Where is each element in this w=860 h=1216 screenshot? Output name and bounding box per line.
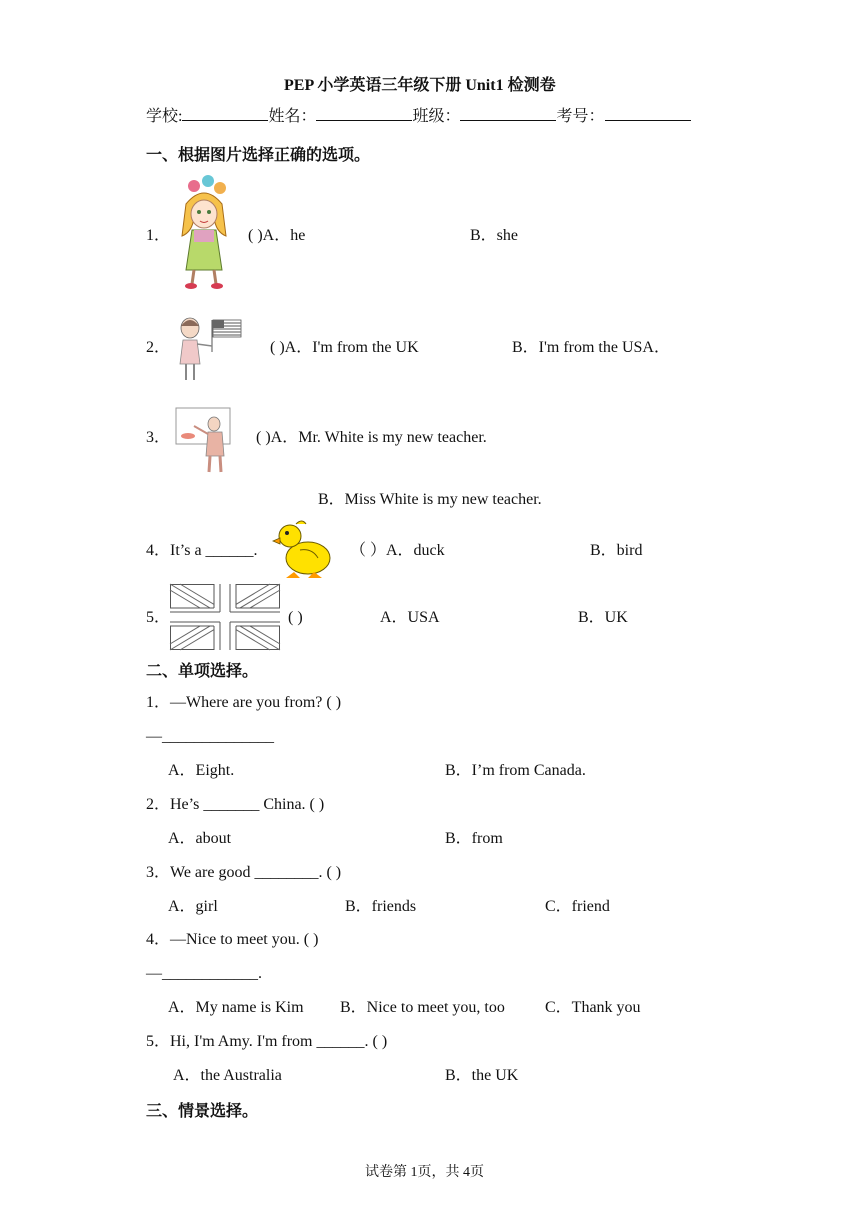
s2-q2-option-b[interactable]: B．from xyxy=(445,830,503,847)
s2-q3-option-c[interactable]: C．friend xyxy=(545,898,610,915)
s1-q1-number: 1． xyxy=(146,227,171,244)
s1-q2-answer-a[interactable]: ( )A．I'm from the UK xyxy=(270,339,419,356)
s1-q1-answer-a[interactable]: ( )A．he xyxy=(248,227,306,244)
exam-no-label: 考号： xyxy=(556,108,605,125)
s1-q5-number: 5． xyxy=(146,609,171,626)
section2-heading: 二、单项选择。 xyxy=(146,663,259,680)
s1-q2-answer-b[interactable]: B．I'm from the USA． xyxy=(512,339,670,356)
duck-picture xyxy=(272,516,334,582)
s2-q5-stem: 5．Hi, I'm Amy. I'm from ______. ( ) xyxy=(146,1033,388,1050)
class-blank[interactable] xyxy=(460,106,556,121)
s2-q4-option-b[interactable]: B．Nice to meet you, too xyxy=(340,999,505,1016)
s1-q5-answer-a[interactable]: A．USA xyxy=(380,609,440,626)
s1-q3-answer-b[interactable]: B．Miss White is my new teacher. xyxy=(318,491,542,508)
s1-q4-answer-b[interactable]: B．bird xyxy=(590,542,643,559)
s2-q4-option-c[interactable]: C．Thank you xyxy=(545,999,641,1016)
s1-q4-answer-a[interactable]: （ ）A．duck xyxy=(350,542,445,559)
s1-q5-paren[interactable]: ( ) xyxy=(288,609,303,626)
s2-q4-option-a[interactable]: A．My name is Kim xyxy=(168,999,304,1016)
name-blank[interactable] xyxy=(316,106,412,121)
page-title: PEP 小学英语三年级下册 Unit1 检测卷 xyxy=(284,77,556,94)
s1-q3-number: 3． xyxy=(146,429,171,446)
s1-q1-answer-b[interactable]: B．she xyxy=(470,227,519,244)
s2-q1-option-b[interactable]: B．I’m from Canada. xyxy=(445,762,586,779)
girl-with-usa-flag-picture xyxy=(174,312,244,386)
uk-flag-picture xyxy=(170,584,280,650)
s2-q1-answer-line: —______________ xyxy=(146,728,274,745)
name-label: 姓名： xyxy=(268,108,317,125)
s2-q3-stem: 3．We are good ________. ( ) xyxy=(146,864,342,881)
class-label: 班级： xyxy=(412,108,461,125)
exam-no-blank[interactable] xyxy=(605,106,691,121)
school-label: 学校: xyxy=(146,108,183,125)
s2-q1-option-a[interactable]: A．Eight. xyxy=(168,762,235,779)
s2-q4-answer-line: —____________. xyxy=(146,965,262,982)
section3-heading: 三、情景选择。 xyxy=(146,1103,259,1120)
s2-q2-stem: 2．He’s _______ China. ( ) xyxy=(146,796,325,813)
s2-q1-stem: 1．—Where are you from? ( ) xyxy=(146,694,342,711)
info-line xyxy=(146,106,691,127)
teacher-at-board-picture xyxy=(174,406,236,474)
s2-q2-option-a[interactable]: A．about xyxy=(168,830,232,847)
s1-q2-number: 2． xyxy=(146,339,171,356)
school-blank[interactable] xyxy=(182,106,268,121)
girl-picture xyxy=(172,174,236,294)
s2-q5-option-b[interactable]: B．the UK xyxy=(445,1067,519,1084)
s1-q3-answer-a[interactable]: ( )A．Mr. White is my new teacher. xyxy=(256,429,487,446)
s2-q5-option-a[interactable]: A．the Australia xyxy=(173,1067,282,1084)
s2-q4-stem: 4．—Nice to meet you. ( ) xyxy=(146,931,319,948)
page-footer: 试卷第 1页，共 4页 xyxy=(365,1165,484,1180)
s1-q5-answer-b[interactable]: B．UK xyxy=(578,609,628,626)
s2-q3-option-b[interactable]: B．friends xyxy=(345,898,417,915)
section1-heading: 一、根据图片选择正确的选项。 xyxy=(146,147,371,164)
s1-q4-stem: 4．It’s a ______. xyxy=(146,542,258,559)
s2-q3-option-a[interactable]: A．girl xyxy=(168,898,218,915)
